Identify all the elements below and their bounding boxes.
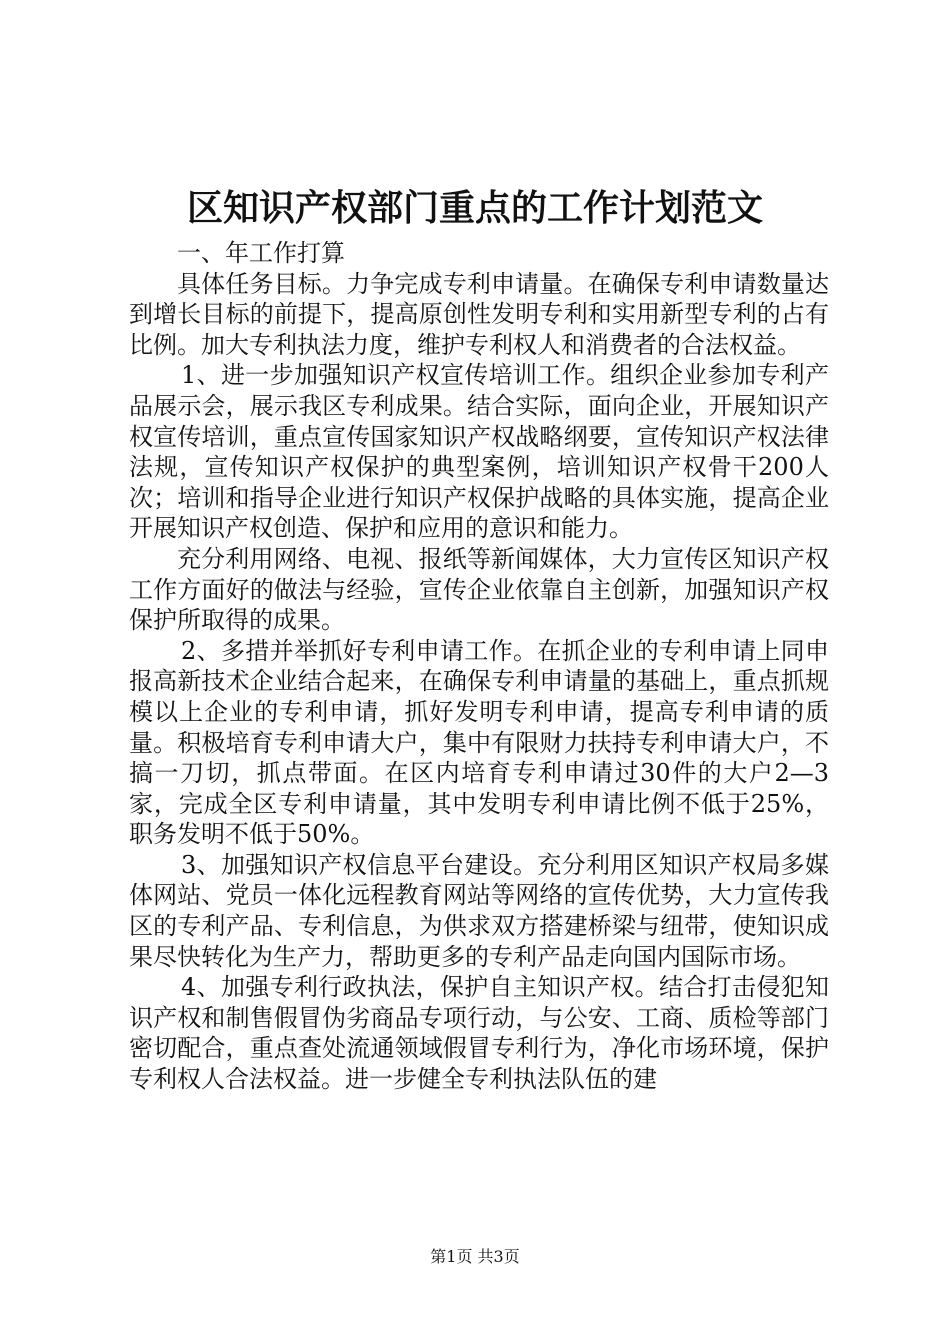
paragraph-item-4: 4、加强专利行政执法，保护自主知识产权。结合打击侵犯知识产权和制售假冒伪劣商品专项行动，与公安、工商、质检等部门密切配合，重点查处流通领域假冒专利行为，净化市场环境，保护专利权人合法权益。进一步健全专利执法队伍的建 xyxy=(129,973,829,1094)
document-body xyxy=(129,238,829,1095)
page-number-footer: 第1页 共3页 xyxy=(430,1247,520,1266)
document-title: 区知识产权部门重点的工作计划范文 xyxy=(186,187,763,229)
paragraph-item-1: 1、进一步加强知识产权宣传培训工作。组织企业参加专利产品展示会，展示我区专利成果。结合实际，面向企业，开展知识产权宣传培训，重点宣传国家知识产权战略纲要，宣传知识产权法律法规，宣传知识产权保护的典型案例，培训知识产权骨干200人次；培训和指导企业进行知识产权保护战略的具体实施，提高企业开展知识产权创造、保护和应用的意识和能力。 xyxy=(129,361,829,543)
paragraph-media: 充分利用网络、电视、报纸等新闻媒体，大力宣传区知识产权工作方面好的做法与经验，宣传企业依靠自主创新，加强知识产权保护所取得的成果。 xyxy=(129,544,829,635)
paragraph-goals: 具体任务目标。力争完成专利申请量。在确保专利申请数量达到增长目标的前提下，提高原创性发明专利和实用新型专利的占有比例。加大专利执法力度，维护专利权人和消费者的合法权益。 xyxy=(129,269,829,359)
paragraph-item-3: 3、加强知识产权信息平台建设。充分利用区知识产权局多媒体网站、党员一体化远程教育网站等网络的宣传优势，大力宣传我区的专利产品、专利信息，为供求双方搭建桥梁与纽带，使知识成果尽快转化为生产力，帮助更多的专利产品走向国内国际市场。 xyxy=(129,850,829,971)
paragraph-item-2: 2、多措并举抓好专利申请工作。在抓企业的专利申请上同申报高新技术企业结合起来，在确保专利申请量的基础上，重点抓规模以上企业的专利申请，抓好发明专利申请，提高专利申请的质量。积极培育专利申请大户，集中有限财力扶持专利申请大户，不搞一刀切，抓点带面。在区内培育专利申请过30件的大户2—3家，完成全区专利申请量，其中发明专利申请比例不低于25%，职务发明不低于50%。 xyxy=(129,636,829,849)
section-heading: 一、年工作打算 xyxy=(177,239,345,267)
